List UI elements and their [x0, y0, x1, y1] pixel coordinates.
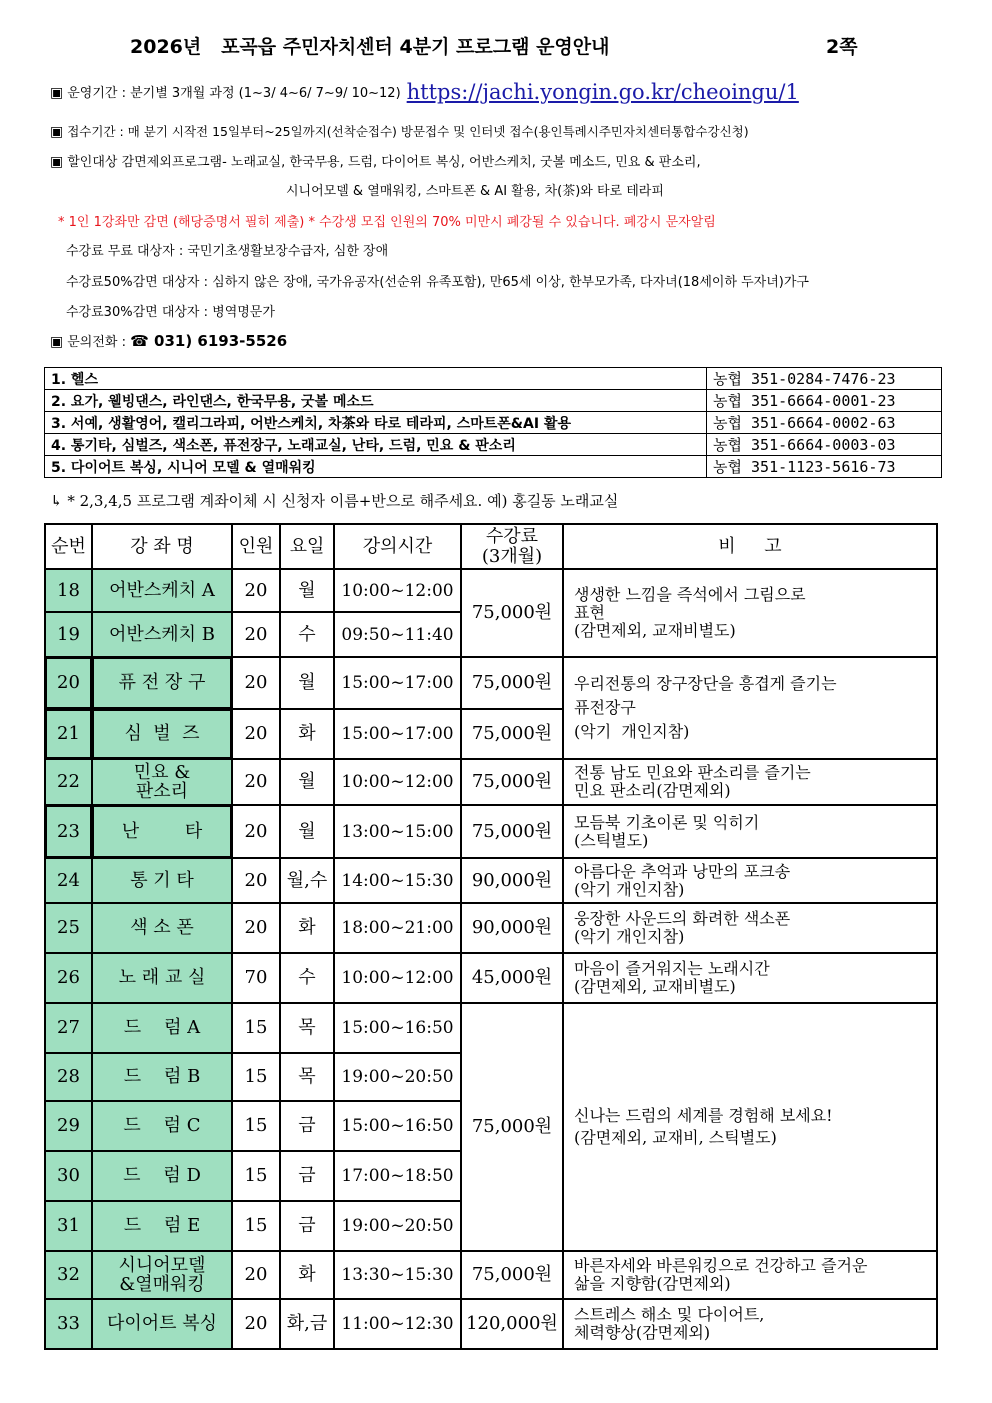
bullet-icon: ▣ — [50, 85, 64, 101]
header-fee-line1: 수강료 — [485, 525, 539, 547]
header-fee — [461, 524, 563, 569]
red-notice: * 1인 1강좌만 감면 (해당증명서 필히 제출) * 수강생 모집 인원의 70% 미만시 폐강될 수 있습니다. 폐강시 문자알림 — [58, 215, 716, 230]
free-target: 수강료 무료 대상자 : 국민기초생활보장수급자, 심한 장애 — [66, 244, 389, 259]
reception-line — [50, 122, 749, 140]
row-name-cell: 드 럼 B — [92, 1053, 232, 1101]
row-number-cell: 28 — [45, 1053, 92, 1101]
memo-line: 바른자세와 바른워킹으로 건강하고 즐거운 — [574, 1256, 868, 1275]
row-number-cell: 33 — [45, 1299, 92, 1349]
row-number-cell: 20 — [45, 657, 92, 709]
memo-cell — [563, 1251, 937, 1299]
row-time-cell: 19:00~20:50 — [334, 1053, 461, 1101]
row-name-cell: 드 럼 D — [92, 1151, 232, 1201]
memo-cell — [563, 805, 937, 858]
row-number-cell: 22 — [45, 759, 92, 805]
row-name-cell — [92, 759, 232, 805]
account-number: 농협 351-6664-0003-03 — [707, 434, 942, 456]
memo-cell — [563, 657, 937, 759]
row-time-cell: 13:00~15:00 — [334, 805, 461, 858]
fee-cell: 90,000원 — [461, 858, 563, 903]
row-people-cell: 20 — [232, 657, 280, 709]
memo-line: 신나는 드럼의 세계를 경험해 보세요! — [574, 1106, 833, 1125]
account-programs: 2. 요가, 웰빙댄스, 라인댄스, 한국무용, 굿볼 메소드 — [45, 390, 707, 412]
row-name-cell: 다이어트 복싱 — [92, 1299, 232, 1349]
course-name-line: 민요 & — [133, 762, 191, 783]
row-day-cell: 화 — [280, 903, 334, 953]
memo-cell — [563, 858, 937, 903]
account-number: 농협 351-0284-7476-23 — [707, 368, 942, 390]
header-day: 요일 — [280, 524, 334, 569]
memo-line: 전통 남도 민요와 판소리를 즐기는 — [574, 763, 811, 782]
row-people-cell: 20 — [232, 709, 280, 759]
row-people-cell: 15 — [232, 1151, 280, 1201]
memo-cell — [563, 1003, 937, 1251]
memo-line: 체력향상(감면제외) — [574, 1323, 711, 1342]
memo-line: (감면제외, 교재비별도) — [574, 621, 736, 640]
row-day-cell: 금 — [280, 1201, 334, 1251]
row-day-cell: 화,금 — [280, 1299, 334, 1349]
account-row — [45, 412, 942, 434]
header-time: 강의시간 — [334, 524, 461, 569]
thirty-discount-target: 수강료30%감면 대상자 : 병역명문가 — [66, 305, 275, 320]
header-no: 순번 — [45, 524, 92, 569]
period-line — [50, 78, 799, 102]
row-time-cell: 19:00~20:50 — [334, 1201, 461, 1251]
account-number: 농협 351-6664-0001-23 — [707, 390, 942, 412]
row-time-cell: 13:30~15:30 — [334, 1251, 461, 1299]
row-number-cell: 23 — [45, 805, 92, 858]
row-time-cell: 14:00~15:30 — [334, 858, 461, 903]
memo-line: (감면제외, 교재비, 스틱별도) — [574, 1128, 777, 1147]
account-row — [45, 390, 942, 412]
row-number-cell: 26 — [45, 953, 92, 1003]
header-people: 인원 — [232, 524, 280, 569]
memo-cell — [563, 759, 937, 805]
fee-cell: 75,000원 — [461, 759, 563, 805]
row-time-cell: 09:50~11:40 — [334, 612, 461, 657]
memo-line: 생생한 느낌을 즉석에서 그림으로 — [574, 585, 806, 604]
row-people-cell: 20 — [232, 1251, 280, 1299]
account-row — [45, 368, 942, 390]
memo-line: 아름다운 추억과 낭만의 포크송 — [574, 861, 791, 881]
row-name-cell: 드 럼 A — [92, 1003, 232, 1053]
row-day-cell: 금 — [280, 1101, 334, 1151]
row-people-cell: 20 — [232, 1299, 280, 1349]
row-name-cell: 퓨 전 장 구 — [92, 657, 232, 709]
fee-cell: 120,000원 — [461, 1299, 563, 1349]
account-programs: 3. 서예, 생활영어, 캘리그라피, 어반스케치, 차茶와 타로 테라피, 스마트폰&AI 활용 — [45, 412, 707, 434]
row-name-cell: 난 타 — [92, 805, 232, 858]
row-day-cell: 월 — [280, 569, 334, 612]
row-people-cell: 15 — [232, 1003, 280, 1053]
bullet-icon: ▣ — [50, 334, 64, 350]
row-people-cell: 15 — [232, 1053, 280, 1101]
row-people-cell: 15 — [232, 1101, 280, 1151]
memo-cell — [563, 1299, 937, 1349]
row-name-cell: 드 럼 E — [92, 1201, 232, 1251]
memo-cell — [563, 569, 937, 657]
contact-line — [50, 331, 287, 350]
row-day-cell: 화 — [280, 1251, 334, 1299]
fee-cell: 75,000원 — [461, 569, 563, 657]
account-programs: 4. 통기타, 심벌즈, 색소폰, 퓨전장구, 노래교실, 난타, 드럼, 민요 & 판소리 — [45, 434, 707, 456]
memo-line: 스트레스 해소 및 다이어트, — [574, 1305, 765, 1324]
memo-line: 민요 판소리(감면제외) — [574, 781, 731, 800]
row-time-cell: 11:00~12:30 — [334, 1299, 461, 1349]
header-fee-line2: (3개월) — [481, 545, 543, 567]
row-number-cell: 31 — [45, 1201, 92, 1251]
row-time-cell: 10:00~12:00 — [334, 953, 461, 1003]
account-programs: 1. 헬스 — [45, 368, 707, 390]
row-name-cell: 드 럼 C — [92, 1101, 232, 1151]
contact-phone: ☎ 031) 6193-5526 — [130, 332, 288, 350]
fee-cell: 45,000원 — [461, 953, 563, 1003]
row-day-cell: 월,수 — [280, 858, 334, 903]
row-day-cell: 화 — [280, 709, 334, 759]
row-day-cell: 월 — [280, 759, 334, 805]
row-day-cell: 목 — [280, 1003, 334, 1053]
row-time-cell: 17:00~18:50 — [334, 1151, 461, 1201]
header-name: 강 좌 명 — [92, 524, 232, 569]
page-number: 2쪽 — [826, 36, 858, 58]
row-name-cell — [92, 1251, 232, 1299]
row-number-cell: 18 — [45, 569, 92, 612]
bullet-icon: ▣ — [50, 154, 64, 170]
bullet-icon: ▣ — [50, 124, 64, 140]
fee-cell: 90,000원 — [461, 903, 563, 953]
memo-line: (악기 개인지참) — [574, 722, 690, 741]
row-people-cell: 20 — [232, 612, 280, 657]
row-time-cell: 15:00~17:00 — [334, 709, 461, 759]
reception-text: 접수기간 : 매 분기 시작전 15일부터~25일까지(선착순접수) 방문접수 및 인터넷 접수(용인특례시주민자치센터통합수강신청) — [67, 124, 749, 139]
memo-line: 퓨전장구 — [574, 698, 636, 717]
discount-line — [50, 151, 701, 170]
row-people-cell: 15 — [232, 1201, 280, 1251]
row-number-cell: 24 — [45, 858, 92, 903]
row-number-cell: 32 — [45, 1251, 92, 1299]
row-number-cell: 21 — [45, 709, 92, 759]
account-programs: 5. 다이어트 복싱, 시니어 모델 & 열매워킹 — [45, 456, 707, 478]
row-name-cell: 노 래 교 실 — [92, 953, 232, 1003]
row-people-cell: 70 — [232, 953, 280, 1003]
account-row — [45, 434, 942, 456]
program-table — [44, 523, 938, 1350]
row-name-cell: 색 소 폰 — [92, 903, 232, 953]
row-number-cell: 19 — [45, 612, 92, 657]
course-name-line: 판소리 — [135, 781, 189, 802]
row-name-cell: 어반스케치 A — [92, 569, 232, 612]
memo-line: 웅장한 사운드의 화려한 색소폰 — [574, 909, 791, 928]
row-number-cell: 25 — [45, 903, 92, 953]
row-name-cell: 통 기 타 — [92, 858, 232, 903]
discount-text: 할인대상 감면제외프로그램- 노래교실, 한국무용, 드럼, 다이어트 복싱, 어반스케치, 굿볼 메소드, 민요 & 판소리, — [67, 155, 701, 170]
memo-line: 우리전통의 장구장단을 흥겹게 즐기는 — [574, 674, 837, 693]
row-people-cell: 20 — [232, 903, 280, 953]
row-name-cell: 어반스케치 B — [92, 612, 232, 657]
row-people-cell: 20 — [232, 858, 280, 903]
row-number-cell: 30 — [45, 1151, 92, 1201]
row-people-cell: 20 — [232, 759, 280, 805]
period-text: 운영기간 : 분기별 3개월 과정 (1~3/ 4~6/ 7~9/ 10~12) — [67, 86, 401, 101]
fee-cell: 75,000원 — [461, 709, 563, 759]
memo-line: (악기 개인지참) — [574, 879, 685, 899]
row-name-cell: 심 벌 즈 — [92, 709, 232, 759]
discount-line-2: 시니어모델 & 열매워킹, 스마트폰 & AI 활용, 차(茶)와 타로 테라피 — [286, 184, 664, 199]
fee-cell: 75,000원 — [461, 657, 563, 709]
account-number: 농협 351-1123-5616-73 — [707, 456, 942, 478]
memo-line: 마음이 즐거워지는 노래시간 — [574, 959, 770, 978]
memo-line: (악기 개인지참) — [574, 927, 685, 946]
memo-line: (스틱별도) — [574, 830, 649, 850]
fee-cell: 75,000원 — [461, 1251, 563, 1299]
memo-line: 삶을 지향함(감면제외) — [574, 1274, 731, 1293]
transfer-note: ↳ * 2,3,4,5 프로그램 계좌이체 시 신청자 이름+반으로 해주세요. 예) 홍길동 노래교실 — [50, 492, 619, 510]
memo-line: (감면제외, 교재비별도) — [574, 977, 736, 996]
row-day-cell: 수 — [280, 612, 334, 657]
memo-line: 모듬북 기초이론 및 익히기 — [574, 812, 760, 832]
row-people-cell: 20 — [232, 569, 280, 612]
row-time-cell: 15:00~16:50 — [334, 1003, 461, 1053]
row-day-cell: 월 — [280, 805, 334, 858]
half-discount-target: 수강료50%감면 대상자 : 심하지 않은 장애, 국가유공자(선순위 유족포함), 만65세 이상, 한부모가족, 다자녀(18세이하 두자녀)가구 — [66, 275, 809, 290]
fee-cell: 75,000원 — [461, 805, 563, 858]
page-title: 2026년 포곡읍 주민자치센터 4분기 프로그램 운영안내 — [130, 36, 610, 58]
contact-label: 문의전화 : — [67, 335, 131, 350]
row-number-cell: 29 — [45, 1101, 92, 1151]
row-time-cell: 10:00~12:00 — [334, 569, 461, 612]
row-time-cell: 18:00~21:00 — [334, 903, 461, 953]
row-day-cell: 수 — [280, 953, 334, 1003]
row-day-cell: 금 — [280, 1151, 334, 1201]
row-number-cell: 27 — [45, 1003, 92, 1053]
account-row — [45, 456, 942, 478]
fee-cell: 75,000원 — [461, 1003, 563, 1251]
row-day-cell: 목 — [280, 1053, 334, 1101]
memo-line: 표현 — [574, 603, 605, 622]
row-time-cell: 10:00~12:00 — [334, 759, 461, 805]
course-name-line: &열매워킹 — [119, 1274, 205, 1295]
account-number: 농협 351-6664-0002-63 — [707, 412, 942, 434]
header-memo: 비 고 — [563, 524, 937, 569]
row-time-cell: 15:00~17:00 — [334, 657, 461, 709]
row-people-cell: 20 — [232, 805, 280, 858]
memo-cell — [563, 953, 937, 1003]
row-time-cell: 15:00~16:50 — [334, 1101, 461, 1151]
homepage-link[interactable]: https://jachi.yongin.go.kr/cheoingu/1 — [406, 80, 799, 104]
row-day-cell: 월 — [280, 657, 334, 709]
account-table — [44, 367, 942, 478]
memo-cell — [563, 903, 937, 953]
course-name-line: 시니어모델 — [118, 1255, 206, 1276]
